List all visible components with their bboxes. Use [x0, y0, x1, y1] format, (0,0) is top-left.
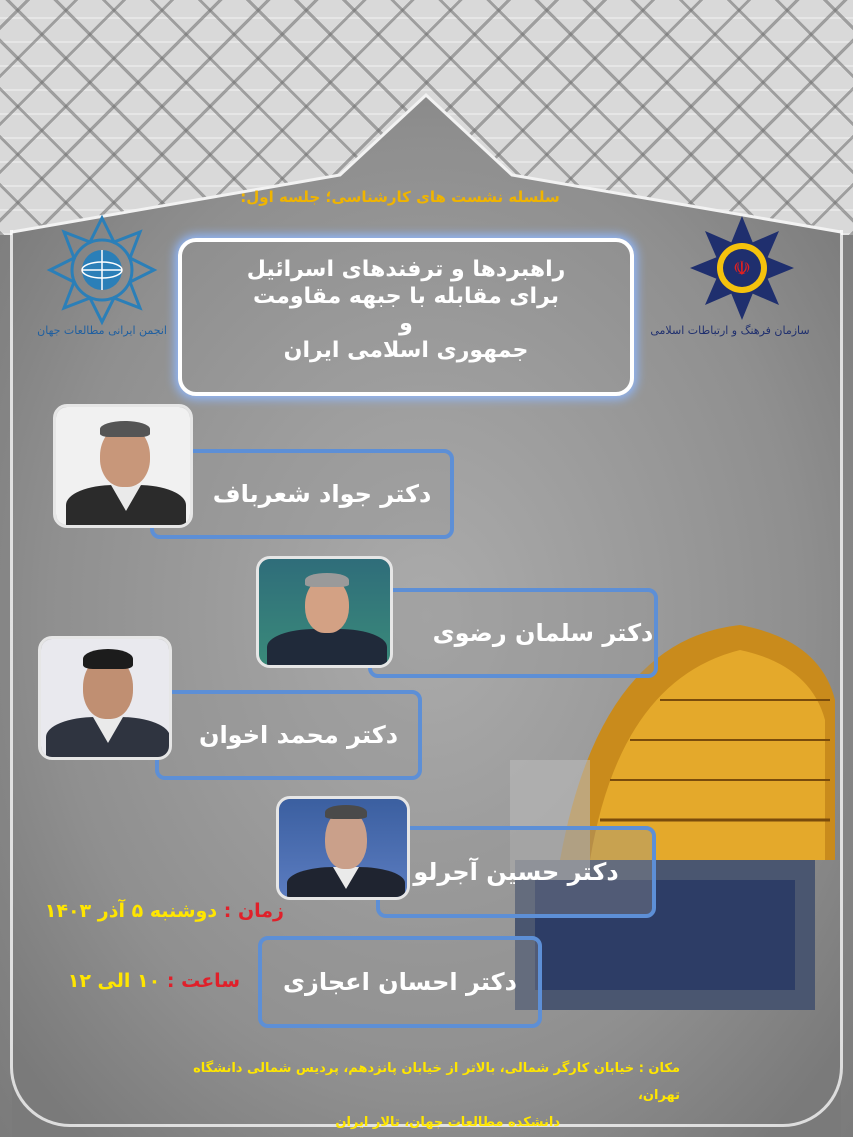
emblem-logo-icon — [650, 212, 810, 322]
right-logo — [650, 212, 810, 357]
speaker-photo — [53, 404, 193, 528]
svg-text:☫: ☫ — [733, 256, 751, 280]
left-logo — [37, 212, 167, 352]
date-line — [34, 900, 284, 922]
speaker-photo — [38, 636, 172, 760]
speaker-name: دکتر احسان اعجازی — [283, 968, 517, 996]
speaker-photo — [256, 556, 393, 668]
date-label: زمان : — [223, 900, 284, 922]
speaker-name-box — [155, 690, 422, 780]
series-heading: سلسله نشست های کارشناسی؛ جلسه اول: — [240, 188, 560, 206]
title-line-3: و — [399, 311, 413, 336]
speaker-name: دکتر جواد شعرباف — [212, 480, 432, 508]
location-line-1: مکان : خیابان کارگر شمالی، بالاتر از خیابان پانزدهم، پردیس شمالی دانشگاه تهران، — [193, 1061, 680, 1103]
time-label: ساعت : — [166, 970, 240, 992]
title-line-4: جمهوری اسلامی ایران — [283, 338, 529, 363]
speaker-name-box — [368, 588, 658, 678]
star-globe-logo-icon — [40, 212, 165, 327]
speaker-name-box — [258, 936, 542, 1028]
right-logo-caption: سازمان فرهنگ و ارتباطات اسلامی — [650, 324, 810, 337]
title-line-2: برای مقابله با جبهه مقاومت — [252, 284, 560, 309]
speaker-name-box — [376, 826, 656, 918]
title-box — [178, 238, 634, 396]
speaker-name: دکتر حسین آجرلو — [413, 858, 619, 886]
speaker-photo — [276, 796, 410, 900]
date-value: دوشنبه ۵ آذر ۱۴۰۳ — [44, 900, 218, 922]
location-line-2: دانشکده مطالعات جهان، تالار ایران — [335, 1115, 560, 1130]
left-logo-caption: انجمن ایرانی مطالعات جهان — [37, 324, 167, 337]
location-text — [170, 1055, 680, 1136]
time-line — [60, 970, 240, 992]
speaker-name: دکتر سلمان رضوی — [432, 619, 654, 647]
time-value: ۱۰ الی ۱۲ — [67, 970, 161, 992]
title-line-1: راهبردها و ترفندهای اسرائیل — [246, 257, 566, 282]
speaker-name: دکتر محمد اخوان — [198, 721, 399, 749]
speaker-name-box — [150, 449, 454, 539]
